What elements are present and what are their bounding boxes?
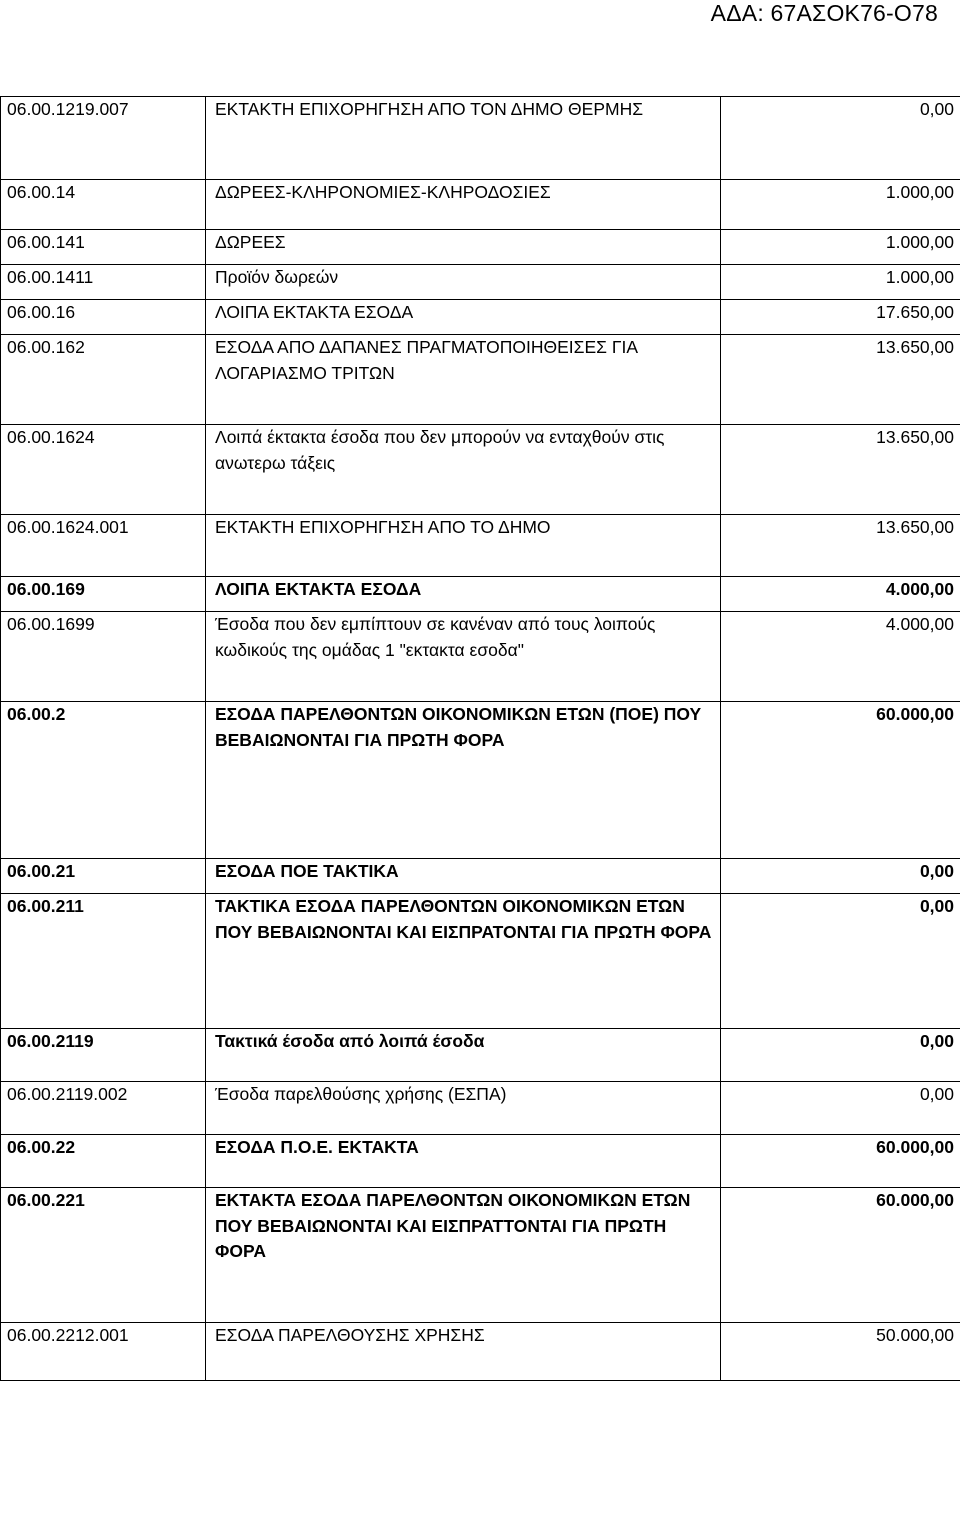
- account-code-cell: 06.00.1624: [1, 425, 206, 515]
- account-code-cell: 06.00.1699: [1, 612, 206, 702]
- amount-cell: 0,00: [721, 1029, 960, 1082]
- table-row: [1, 1082, 960, 1135]
- description-cell: ΔΩΡΕΕΣ: [206, 230, 721, 265]
- description-cell: Έσοδα παρελθούσης χρήσης (ΕΣΠΑ): [206, 1082, 721, 1135]
- table-row: [1, 300, 960, 335]
- description-cell: ΔΩΡΕΕΣ-ΚΛΗΡΟΝΟΜΙΕΣ-ΚΛΗΡΟΔΟΣΙΕΣ: [206, 180, 721, 230]
- description-cell: ΛΟΙΠΑ ΕΚΤΑΚΤΑ ΕΣΟΔΑ: [206, 577, 721, 612]
- account-code-cell: 06.00.1219.007: [1, 97, 206, 180]
- account-code-cell: 06.00.2212.001: [1, 1323, 206, 1381]
- amount-cell: 17.650,00: [721, 300, 960, 335]
- description-cell: ΕΚΤΑΚΤΗ ΕΠΙΧΟΡΗΓΗΣΗ ΑΠΟ ΤΟ ΔΗΜΟ: [206, 515, 721, 577]
- table-row: [1, 1135, 960, 1188]
- account-code-cell: 06.00.2: [1, 702, 206, 859]
- account-code-cell: 06.00.169: [1, 577, 206, 612]
- account-code-cell: 06.00.16: [1, 300, 206, 335]
- amount-cell: 0,00: [721, 1082, 960, 1135]
- description-cell: ΕΚΤΑΚΤΗ ΕΠΙΧΟΡΗΓΗΣΗ ΑΠΟ ΤΟΝ ΔΗΜΟ ΘΕΡΜΗΣ: [206, 97, 721, 180]
- amount-cell: 0,00: [721, 894, 960, 1029]
- table-row: [1, 230, 960, 265]
- amount-cell: 13.650,00: [721, 425, 960, 515]
- ada-code-header: ΑΔΑ: 67ΑΣΟΚ76-Ο78: [710, 0, 938, 26]
- description-cell: ΕΣΟΔΑ Π.Ο.Ε. ΕΚΤΑΚΤΑ: [206, 1135, 721, 1188]
- account-code-cell: 06.00.211: [1, 894, 206, 1029]
- table-row: [1, 425, 960, 515]
- account-code-cell: 06.00.221: [1, 1188, 206, 1323]
- description-cell: ΕΚΤΑΚΤΑ ΕΣΟΔΑ ΠΑΡΕΛΘΟΝΤΩΝ ΟΙΚΟΝΟΜΙΚΩΝ ΕΤΩΝ ΠΟΥ ΒΕΒΑΙΩΝΟΝΤΑΙ ΚΑΙ ΕΙΣΠΡΑΤΤΟΝΤΑΙ ΓΙΑ ΠΡΩΤΗ ΦΟΡΑ: [206, 1188, 721, 1323]
- account-code-cell: 06.00.1411: [1, 265, 206, 300]
- table-row: [1, 180, 960, 230]
- budget-table-wrapper: [0, 96, 960, 1381]
- description-cell: Έσοδα που δεν εμπίπτουν σε κανέναν από τους λοιπούς κωδικούς της ομάδας 1 "εκτακτα εσοδα": [206, 612, 721, 702]
- amount-cell: 60.000,00: [721, 702, 960, 859]
- table-row: [1, 1188, 960, 1323]
- table-row: [1, 894, 960, 1029]
- amount-cell: 60.000,00: [721, 1135, 960, 1188]
- amount-cell: 50.000,00: [721, 1323, 960, 1381]
- account-code-cell: 06.00.162: [1, 335, 206, 425]
- amount-cell: 0,00: [721, 859, 960, 894]
- table-row: [1, 859, 960, 894]
- account-code-cell: 06.00.2119.002: [1, 1082, 206, 1135]
- amount-cell: 60.000,00: [721, 1188, 960, 1323]
- amount-cell: 1.000,00: [721, 265, 960, 300]
- amount-cell: 4.000,00: [721, 577, 960, 612]
- account-code-cell: 06.00.2119: [1, 1029, 206, 1082]
- table-row: [1, 1029, 960, 1082]
- table-row: [1, 612, 960, 702]
- table-row: [1, 515, 960, 577]
- account-code-cell: 06.00.141: [1, 230, 206, 265]
- amount-cell: 4.000,00: [721, 612, 960, 702]
- budget-table-body: [1, 97, 960, 1381]
- description-cell: ΕΣΟΔΑ ΠΟΕ ΤΑΚΤΙΚΑ: [206, 859, 721, 894]
- table-row: [1, 335, 960, 425]
- table-row: [1, 97, 960, 180]
- account-code-cell: 06.00.21: [1, 859, 206, 894]
- table-row: [1, 265, 960, 300]
- amount-cell: 13.650,00: [721, 335, 960, 425]
- description-cell: ΛΟΙΠΑ ΕΚΤΑΚΤΑ ΕΣΟΔΑ: [206, 300, 721, 335]
- table-row: [1, 577, 960, 612]
- description-cell: Λοιπά έκτακτα έσοδα που δεν μπορούν να ενταχθούν στις ανωτερω τάξεις: [206, 425, 721, 515]
- account-code-cell: 06.00.1624.001: [1, 515, 206, 577]
- amount-cell: 0,00: [721, 97, 960, 180]
- table-row: [1, 702, 960, 859]
- description-cell: Τακτικά έσοδα από λοιπά έσοδα: [206, 1029, 721, 1082]
- description-cell: ΕΣΟΔΑ ΠΑΡΕΛΘΟΝΤΩΝ ΟΙΚΟΝΟΜΙΚΩΝ ΕΤΩΝ (ΠΟΕ) ΠΟΥ ΒΕΒΑΙΩΝΟΝΤΑΙ ΓΙΑ ΠΡΩΤΗ ΦΟΡΑ: [206, 702, 721, 859]
- amount-cell: 13.650,00: [721, 515, 960, 577]
- amount-cell: 1.000,00: [721, 230, 960, 265]
- amount-cell: 1.000,00: [721, 180, 960, 230]
- account-code-cell: 06.00.14: [1, 180, 206, 230]
- table-row: [1, 1323, 960, 1381]
- description-cell: ΤΑΚΤΙΚΑ ΕΣΟΔΑ ΠΑΡΕΛΘΟΝΤΩΝ ΟΙΚΟΝΟΜΙΚΩΝ ΕΤΩΝ ΠΟΥ ΒΕΒΑΙΩΝΟΝΤΑΙ ΚΑΙ ΕΙΣΠΡΑΤΟΝΤΑΙ ΓΙΑ ΠΡΩΤΗ ΦΟΡΑ: [206, 894, 721, 1029]
- description-cell: ΕΣΟΔΑ ΑΠΟ ΔΑΠΑΝΕΣ ΠΡΑΓΜΑΤΟΠΟΙΗΘΕΙΣΕΣ ΓΙΑ ΛΟΓΑΡΙΑΣΜΟ ΤΡΙΤΩΝ: [206, 335, 721, 425]
- description-cell: Προϊόν δωρεών: [206, 265, 721, 300]
- account-code-cell: 06.00.22: [1, 1135, 206, 1188]
- description-cell: ΕΣΟΔΑ ΠΑΡΕΛΘΟΥΣΗΣ ΧΡΗΣΗΣ: [206, 1323, 721, 1381]
- budget-table: [0, 96, 960, 1381]
